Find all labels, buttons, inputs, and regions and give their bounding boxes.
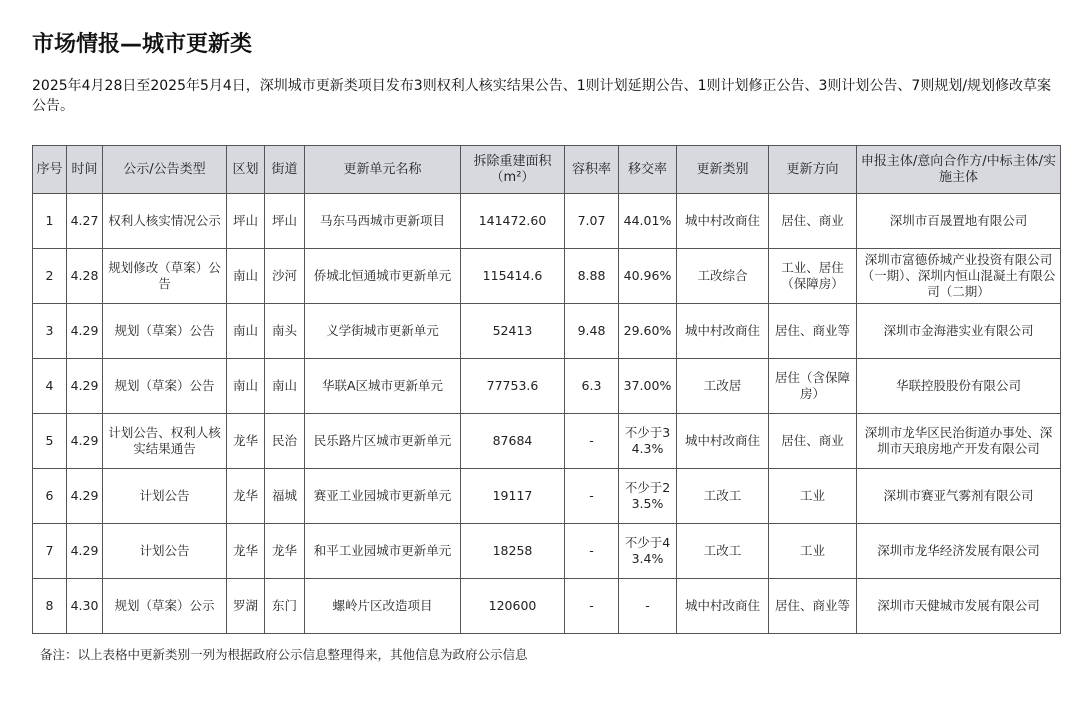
- cell-demolition-area: 77753.6: [461, 359, 565, 414]
- cell-renewal-category: 工改居: [677, 359, 769, 414]
- cell-applicant: 深圳市百晟置地有限公司: [857, 194, 1061, 249]
- cell-applicant: 深圳市龙华经济发展有限公司: [857, 524, 1061, 579]
- cell-notice-type: 规划修改（草案）公告: [103, 249, 227, 304]
- cell-district: 坪山: [227, 194, 265, 249]
- cell-transfer-rate: 44.01%: [619, 194, 677, 249]
- cell-unit-name: 马东马西城市更新项目: [305, 194, 461, 249]
- cell-unit-name: 赛亚工业园城市更新单元: [305, 469, 461, 524]
- cell-plot-ratio: 6.3: [565, 359, 619, 414]
- header-cell: 更新类别: [677, 146, 769, 194]
- cell-date: 4.29: [67, 359, 103, 414]
- table-row: [33, 414, 1061, 469]
- cell-district: 南山: [227, 304, 265, 359]
- cell-demolition-area: 120600: [461, 579, 565, 634]
- cell-renewal-direction: 居住、商业: [769, 194, 857, 249]
- header-cell: 容积率: [565, 146, 619, 194]
- cell-seq: 2: [33, 249, 67, 304]
- cell-applicant: 深圳市天健城市发展有限公司: [857, 579, 1061, 634]
- cell-unit-name: 民乐路片区城市更新单元: [305, 414, 461, 469]
- header-cell: 移交率: [619, 146, 677, 194]
- cell-seq: 1: [33, 194, 67, 249]
- cell-applicant: 深圳市富德侨城产业投资有限公司（一期）、深圳内恒山混凝土有限公司（二期）: [857, 249, 1061, 304]
- cell-street: 民治: [265, 414, 305, 469]
- cell-renewal-category: 工改综合: [677, 249, 769, 304]
- header-cell: 申报主体/意向合作方/中标主体/实施主体: [857, 146, 1061, 194]
- cell-street: 南山: [265, 359, 305, 414]
- cell-unit-name: 华联A区城市更新单元: [305, 359, 461, 414]
- cell-renewal-category: 城中村改商住: [677, 414, 769, 469]
- cell-street: 福城: [265, 469, 305, 524]
- cell-applicant: 深圳市赛亚气雾剂有限公司: [857, 469, 1061, 524]
- cell-transfer-rate: 29.60%: [619, 304, 677, 359]
- cell-renewal-category: 工改工: [677, 524, 769, 579]
- cell-seq: 3: [33, 304, 67, 359]
- cell-seq: 4: [33, 359, 67, 414]
- header-cell: 街道: [265, 146, 305, 194]
- cell-plot-ratio: -: [565, 524, 619, 579]
- cell-unit-name: 螺岭片区改造项目: [305, 579, 461, 634]
- table-row: [33, 359, 1061, 414]
- cell-date: 4.30: [67, 579, 103, 634]
- cell-demolition-area: 141472.60: [461, 194, 565, 249]
- cell-renewal-category: 城中村改商住: [677, 579, 769, 634]
- cell-street: 坪山: [265, 194, 305, 249]
- cell-renewal-direction: 工业: [769, 524, 857, 579]
- cell-date: 4.29: [67, 414, 103, 469]
- cell-seq: 8: [33, 579, 67, 634]
- table-row: [33, 469, 1061, 524]
- header-cell: 公示/公告类型: [103, 146, 227, 194]
- cell-district: 南山: [227, 359, 265, 414]
- cell-demolition-area: 18258: [461, 524, 565, 579]
- cell-plot-ratio: 7.07: [565, 194, 619, 249]
- cell-renewal-direction: 工业: [769, 469, 857, 524]
- cell-date: 4.29: [67, 469, 103, 524]
- cell-date: 4.29: [67, 304, 103, 359]
- table-row: [33, 304, 1061, 359]
- cell-plot-ratio: -: [565, 414, 619, 469]
- cell-district: 罗湖: [227, 579, 265, 634]
- cell-transfer-rate: 不少于43.4%: [619, 524, 677, 579]
- footnote: 备注：以上表格中更新类别一列为根据政府公示信息整理得来，其他信息为政府公示信息: [40, 647, 528, 662]
- cell-street: 南头: [265, 304, 305, 359]
- cell-district: 龙华: [227, 469, 265, 524]
- cell-renewal-category: 城中村改商住: [677, 304, 769, 359]
- table-row: [33, 249, 1061, 304]
- cell-applicant: 华联控股股份有限公司: [857, 359, 1061, 414]
- cell-notice-type: 规划（草案）公告: [103, 359, 227, 414]
- cell-notice-type: 计划公告: [103, 469, 227, 524]
- cell-notice-type: 计划公告、权利人核实结果通告: [103, 414, 227, 469]
- cell-unit-name: 侨城北恒通城市更新单元: [305, 249, 461, 304]
- cell-plot-ratio: -: [565, 579, 619, 634]
- cell-applicant: 深圳市金海港实业有限公司: [857, 304, 1061, 359]
- table-body: [33, 194, 1061, 634]
- table-row: [33, 524, 1061, 579]
- table-row: [33, 579, 1061, 634]
- cell-plot-ratio: 9.48: [565, 304, 619, 359]
- cell-seq: 5: [33, 414, 67, 469]
- cell-notice-type: 权利人核实情况公示: [103, 194, 227, 249]
- cell-unit-name: 义学街城市更新单元: [305, 304, 461, 359]
- cell-transfer-rate: -: [619, 579, 677, 634]
- header-cell: 序号: [33, 146, 67, 194]
- cell-notice-type: 规划（草案）公示: [103, 579, 227, 634]
- cell-transfer-rate: 不少于34.3%: [619, 414, 677, 469]
- page-title: 市场情报—城市更新类: [32, 32, 253, 57]
- header-cell: 拆除重建面积（m²）: [461, 146, 565, 194]
- cell-seq: 6: [33, 469, 67, 524]
- cell-renewal-direction: 居住（含保障房）: [769, 359, 857, 414]
- cell-street: 东门: [265, 579, 305, 634]
- header-cell: 区划: [227, 146, 265, 194]
- renewal-projects-table: [32, 145, 1061, 634]
- cell-plot-ratio: 8.88: [565, 249, 619, 304]
- cell-date: 4.29: [67, 524, 103, 579]
- cell-renewal-direction: 居住、商业: [769, 414, 857, 469]
- header-cell: 更新单元名称: [305, 146, 461, 194]
- cell-transfer-rate: 不少于23.5%: [619, 469, 677, 524]
- cell-renewal-direction: 居住、商业等: [769, 304, 857, 359]
- cell-notice-type: 规划（草案）公告: [103, 304, 227, 359]
- cell-seq: 7: [33, 524, 67, 579]
- cell-applicant: 深圳市龙华区民治街道办事处、深圳市天琅房地产开发有限公司: [857, 414, 1061, 469]
- table-row: [33, 194, 1061, 249]
- cell-transfer-rate: 37.00%: [619, 359, 677, 414]
- cell-renewal-category: 工改工: [677, 469, 769, 524]
- cell-demolition-area: 19117: [461, 469, 565, 524]
- cell-district: 龙华: [227, 524, 265, 579]
- header-cell: 时间: [67, 146, 103, 194]
- cell-demolition-area: 52413: [461, 304, 565, 359]
- summary-paragraph: 2025年4月28日至2025年5月4日，深圳城市更新类项目发布3则权利人核实结果公告、1则计划延期公告、1则计划修正公告、3则计划公告、7则规划/规划修改草案公告。: [32, 78, 1052, 114]
- cell-demolition-area: 115414.6: [461, 249, 565, 304]
- table-header-row: [33, 146, 1061, 194]
- cell-transfer-rate: 40.96%: [619, 249, 677, 304]
- cell-unit-name: 和平工业园城市更新单元: [305, 524, 461, 579]
- cell-renewal-direction: 工业、居住（保障房）: [769, 249, 857, 304]
- cell-notice-type: 计划公告: [103, 524, 227, 579]
- header-cell: 更新方向: [769, 146, 857, 194]
- cell-date: 4.27: [67, 194, 103, 249]
- cell-street: 龙华: [265, 524, 305, 579]
- cell-district: 南山: [227, 249, 265, 304]
- cell-renewal-direction: 居住、商业等: [769, 579, 857, 634]
- cell-demolition-area: 87684: [461, 414, 565, 469]
- cell-renewal-category: 城中村改商住: [677, 194, 769, 249]
- cell-street: 沙河: [265, 249, 305, 304]
- cell-date: 4.28: [67, 249, 103, 304]
- cell-district: 龙华: [227, 414, 265, 469]
- cell-plot-ratio: -: [565, 469, 619, 524]
